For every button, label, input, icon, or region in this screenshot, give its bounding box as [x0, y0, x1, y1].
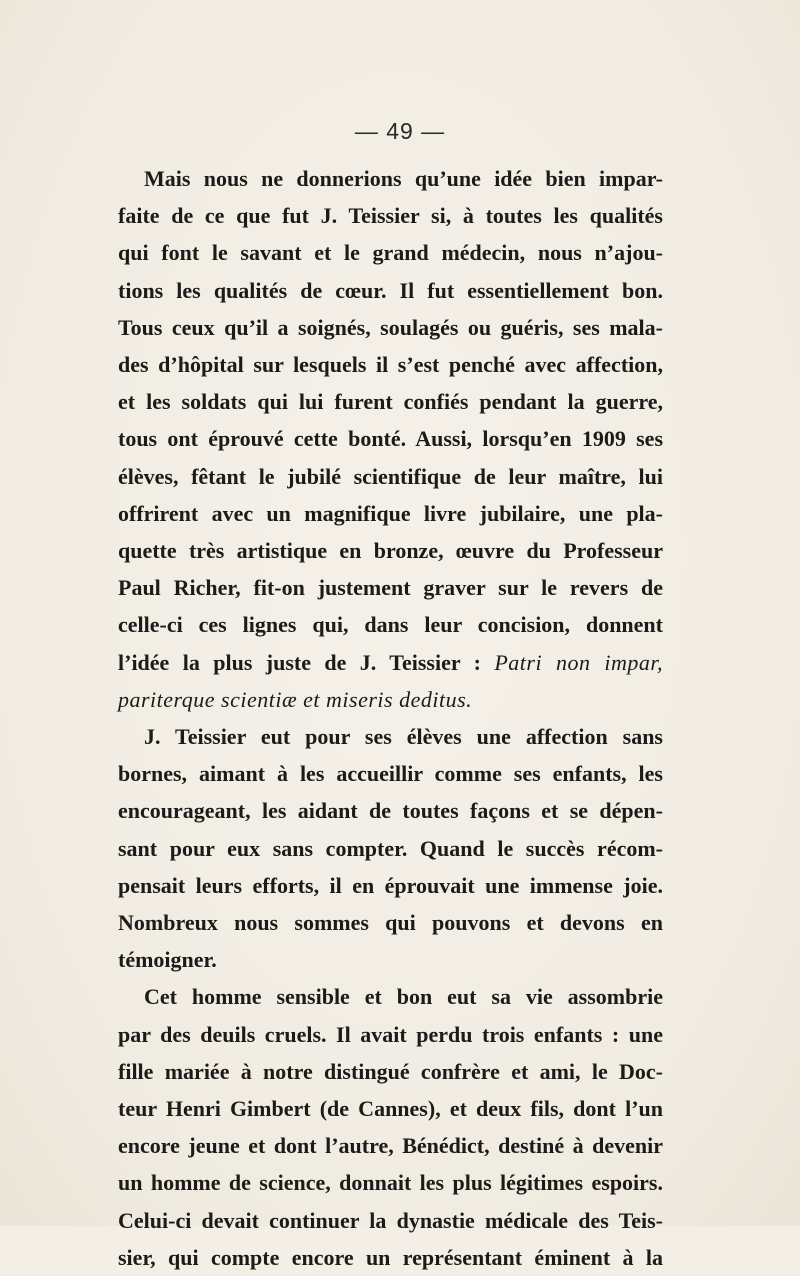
text-line: sant pour eux sans compter. Quand le succès récom- [118, 835, 663, 861]
text-line-with-quote [118, 644, 663, 681]
text-line: offrirent avec un magnifique livre jubilaire, une pla- [118, 500, 663, 526]
text-line: celle-ci ces lignes qui, dans leur concision, donnent [118, 612, 663, 638]
text-line: J. Teissier eut pour ses élèves une affection sans [144, 724, 663, 750]
text-line: Nombreux nous sommes qui pouvons et devons en [118, 910, 663, 936]
text-line: Paul Richer, fit-on justement graver sur le revers de [118, 575, 663, 601]
text-fragment: l’idée la plus juste de J. Teissier : [118, 649, 495, 675]
text-line: pensait leurs efforts, il en éprouvait une immense joie. [118, 872, 663, 898]
text-line: qui font le savant et le grand médecin, nous n’ajou- [118, 240, 663, 266]
text-line: fille mariée à notre distingué confrère et ami, le Doc- [118, 1058, 663, 1084]
text-line: sier, qui compte encore un représentant éminent à la [118, 1244, 663, 1270]
text-line: des d’hôpital sur lesquels il s’est penché avec affection, [118, 352, 663, 378]
text-line: encore jeune et dont l’autre, Bénédict, destiné à devenir [118, 1133, 663, 1159]
page-number: — 49 — [354, 118, 446, 144]
paragraph-3 [118, 978, 663, 1276]
text-line: un homme de science, donnait les plus légitimes espoirs. [118, 1170, 663, 1196]
text-line: Celui-ci devait continuer la dynastie médicale des Teis- [118, 1207, 663, 1233]
text-line: élèves, fêtant le jubilé scientifique de leur maître, lui [118, 463, 663, 489]
text-line: Cet homme sensible et bon eut sa vie assombrie [144, 984, 663, 1010]
text-line: bornes, aimant à les accueillir comme ses enfants, les [118, 761, 663, 787]
text-line: tous ont éprouvé cette bonté. Aussi, lorsqu’en 1909 ses [118, 426, 663, 452]
text-line: Tous ceux qu’il a soignés, soulagés ou guéris, ses mala- [118, 314, 663, 340]
text-line: encourageant, les aidant de toutes façons et se dépen- [118, 798, 663, 824]
latin-quote-part-2: pariterque scientiæ et miseris deditus. [118, 686, 473, 712]
paragraph-1 [118, 160, 663, 718]
text-line: témoigner. [118, 947, 217, 973]
text-line: teur Henri Gimbert (de Cannes), et deux fils, dont l’un [118, 1096, 663, 1122]
text-line: par des deuils cruels. Il avait perdu trois enfants : une [118, 1021, 663, 1047]
latin-quote-part-1: Patri non impar, [494, 649, 663, 675]
text-line: quette très artistique en bronze, œuvre du Professeur [118, 538, 663, 564]
text-line: et les soldats qui lui furent confiés pendant la guerre, [118, 389, 663, 415]
body-text [118, 160, 663, 1276]
text-line: tions les qualités de cœur. Il fut essentiellement bon. [118, 277, 663, 303]
text-line: faite de ce que fut J. Teissier si, à toutes les qualités [118, 203, 663, 229]
text-line: Mais nous ne donnerions qu’une idée bien impar- [144, 166, 663, 191]
paragraph-2 [118, 718, 663, 978]
